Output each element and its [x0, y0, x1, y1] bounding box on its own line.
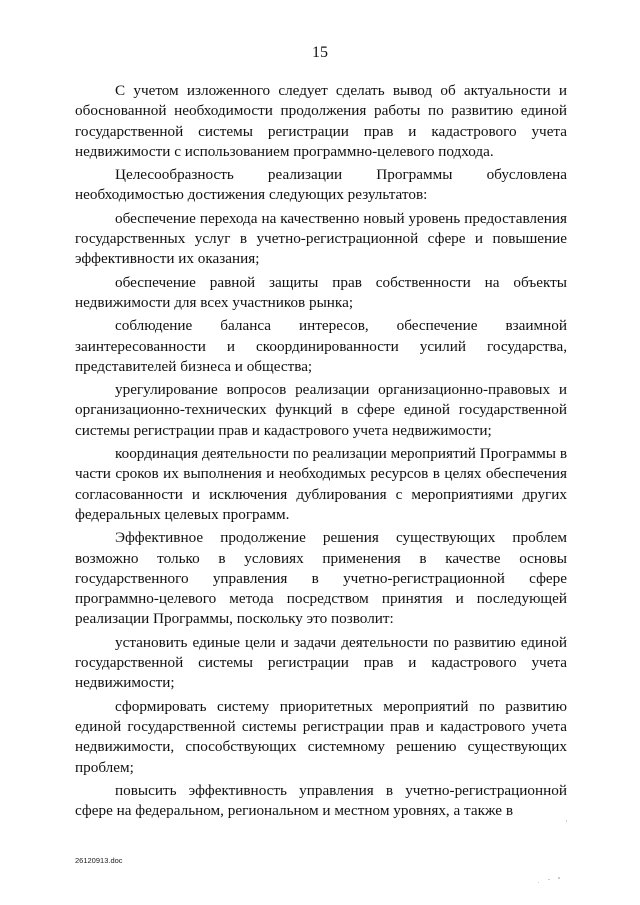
paragraph-5: соблюдение баланса интересов, обеспечение взаимной заинтересованности и скоординированности усилий государства, представителей бизнеса и общества; — [75, 317, 567, 375]
scan-speck — [558, 877, 560, 879]
paragraph-9: установить единые цели и задачи деятельности по развитию единой государственной системы регистрации прав и кадастрового учета недвижимости; — [75, 633, 567, 692]
scan-speck — [548, 879, 550, 880]
paragraph-6: урегулирование вопросов реализации организационно-правовых и организационно-технических функций в сфере единой государственной системы регистрации прав и кадастрового учета недвижимости; — [75, 381, 567, 439]
file-name-footer: 26120913.doc — [75, 856, 123, 865]
paragraph-8: Эффективное продолжение решения существующих проблем возможно только в условиях применения в качестве основы государственного управления в учетно-регистрационной сфере программно-целевого метода посредством принятия и последующей реализации Программы, поскольку это позволит: — [75, 529, 567, 628]
scan-speck — [566, 820, 567, 822]
paragraph-11: повысить эффективность управления в учетно-регистрационной сфере на федеральном, региональном и местном уровнях, а также в — [75, 781, 567, 820]
scan-speck — [538, 882, 539, 883]
paragraph-2: Целесообразность реализации Программы обусловлена необходимостью достижения следующих результатов: — [75, 166, 567, 204]
page-number: 15 — [312, 44, 328, 61]
document-body — [75, 81, 567, 824]
paragraph-1: С учетом изложенного следует сделать вывод об актуальности и обоснованной необходимости продолжения работы по развитию единой государственной системы регистрации прав и кадастрового учета недвижимости с использованием программно-целевого подхода. — [75, 82, 567, 160]
paragraph-4: обеспечение равной защиты прав собственности на объекты недвижимости для всех участников рынка; — [75, 273, 567, 311]
paragraph-10: сформировать систему приоритетных мероприятий по развитию единой государственной системы регистрации прав и кадастрового учета недвижимости, способствующих системному решению существующих проблем; — [75, 697, 567, 776]
paragraph-7: координация деятельности по реализации мероприятий Программы в части сроков их выполнения и необходимых ресурсов в целях обеспечения согласованности и исключения дублирования с мероприятиями других федеральных целевых программ. — [75, 445, 567, 523]
paragraph-3: обеспечение перехода на качественно новый уровень предоставления государственных услуг в учетно-регистрационной сфере и повышение эффективности их оказания; — [75, 209, 567, 268]
